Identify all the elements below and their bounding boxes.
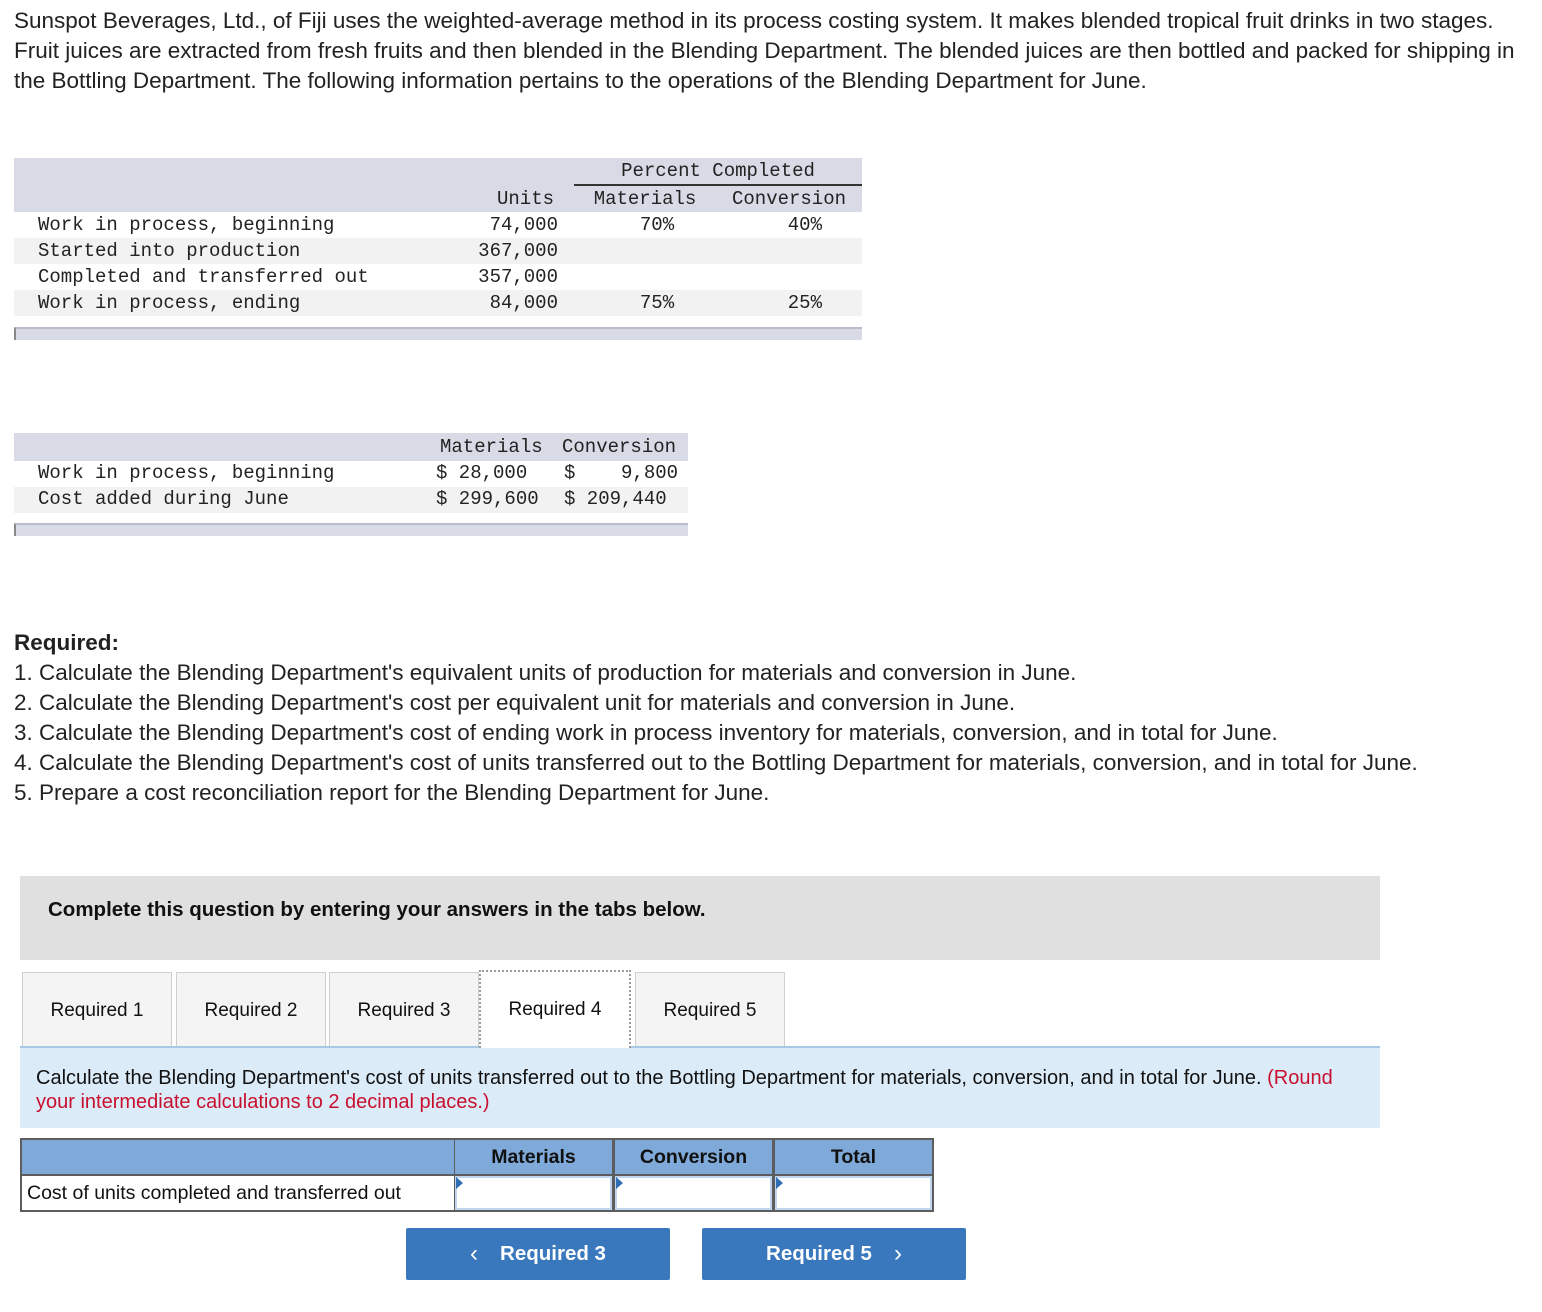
required-item: 3. Calculate the Blending Department's cost of ending work in process inventory for materials, conversion, and in total for June. [14,720,1278,745]
rounding-note: (Round your intermediate calculations to 2 decimal places.) [36,1067,1333,1113]
required-item: 2. Calculate the Blending Department's cost per equivalent unit for materials and conversion in June. [14,690,1016,715]
percent-completed-rule [574,184,862,186]
materials-percent: 70% [639,214,675,236]
materials-input[interactable] [455,1176,612,1210]
row-label: Work in process, ending [38,292,301,314]
percent-completed-header: Percent Completed [621,160,815,182]
instruction-text [36,1066,1366,1114]
chevron-left-icon: ‹ [470,1240,479,1267]
units-table-footer [14,327,862,340]
row-label: Cost added during June [38,488,289,510]
cost-materials-value: $ 28,000 [436,462,528,484]
input-flag-icon [616,1177,623,1189]
materials-column-header: Materials [593,188,697,210]
grid-header-conversion: Conversion [614,1138,774,1176]
row-label: Completed and transferred out [38,266,369,288]
input-flag-icon [776,1177,783,1189]
units-value: 367,000 [478,240,558,262]
instruction-main: Calculate the Blending Department's cost of units transferred out to the Bottling Department for materials, conversion, and in total for June. [36,1067,1262,1089]
grid-header-blank [20,1138,454,1176]
materials-input-cell [454,1174,614,1212]
cost-conversion-header: Conversion [562,436,677,458]
units-column-header: Units [496,188,554,210]
grid-row-label: Cost of units completed and transferred out [20,1174,454,1212]
conversion-input[interactable] [615,1176,772,1210]
cost-conversion-value: $ 9,800 [564,462,679,484]
conversion-input-cell [614,1174,774,1212]
instructions-banner [20,876,1380,960]
grid-header-materials: Materials [454,1138,614,1176]
cost-materials-value: $ 299,600 [436,488,539,510]
cost-materials-header: Materials [440,436,543,458]
conversion-column-header: Conversion [731,188,847,210]
tab-required-4[interactable]: Required 4 [479,970,631,1048]
chevron-right-icon: › [893,1240,902,1267]
input-flag-icon [456,1177,463,1189]
cost-conversion-value: $ 209,440 [564,488,667,510]
units-value: 84,000 [489,292,558,314]
row-label: Work in process, beginning [38,214,335,236]
required-heading: Required: [14,630,120,655]
required-item: 5. Prepare a cost reconciliation report for the Blending Department for June. [14,780,770,805]
tab-required-3[interactable]: Required 3 [329,972,479,1048]
required-item: 4. Calculate the Blending Department's cost of units transferred out to the Bottling Department for materials, conversion, and in total for June. [14,750,1418,775]
row-label: Work in process, beginning [38,462,335,484]
tab-instruction-panel [20,1046,1380,1128]
cost-table-footer [14,523,688,536]
prev-required-3-button[interactable] [406,1228,670,1280]
next-button-label: Required 5 [766,1242,872,1265]
conversion-percent: 25% [787,292,822,314]
next-required-5-button[interactable] [702,1228,966,1280]
materials-percent: 75% [639,292,675,314]
row-label: Started into production [38,240,301,262]
grid-header-total: Total [774,1138,934,1176]
answer-grid [20,1138,934,1212]
problem-intro: Sunspot Beverages, Ltd., of Fiji uses the weighted-average method in its process costing system. It makes blended tropical fruit drinks in two stages. Fruit juices are extracted from fresh fruits and then blended in the Blending Department. The blended juices are then bottled and packed for shipping in the Bottling Department. The following information pertains to the operations of the Blending Department for June. [14,8,1515,93]
units-value: 74,000 [489,214,558,236]
prev-button-label: Required 3 [500,1242,606,1265]
tab-required-5[interactable]: Required 5 [635,972,785,1048]
total-input-cell [774,1174,934,1212]
total-input[interactable] [775,1176,932,1210]
units-value: 357,000 [478,266,558,288]
tab-required-2[interactable]: Required 2 [176,972,326,1048]
tab-required-1[interactable]: Required 1 [22,972,172,1048]
banner-text: Complete this question by entering your answers in the tabs below. [48,898,706,921]
required-item: 1. Calculate the Blending Department's equivalent units of production for materials and conversion in June. [14,660,1077,685]
conversion-percent: 40% [787,214,822,236]
required-section [14,628,1514,808]
